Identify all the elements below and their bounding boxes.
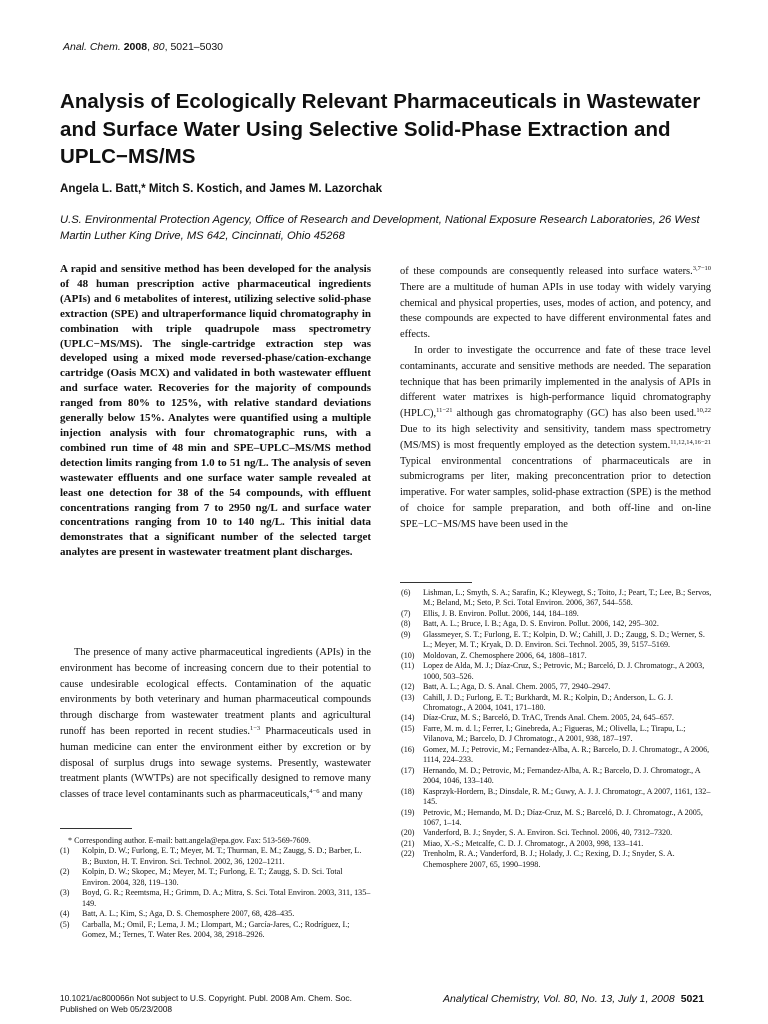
citation-superscript: 11−21 bbox=[436, 407, 453, 415]
body-text: In order to investigate the occurrence and fate of these trace level contaminants, accurate and sensitive methods are needed. The separation technique that has been primarily implemented in the analysis of APIs in different water matrixes is high-performance liquid chromatography (HPLC), bbox=[400, 344, 711, 420]
reference-item bbox=[401, 661, 713, 682]
reference-item bbox=[401, 693, 713, 714]
reference-item bbox=[60, 867, 371, 888]
reference-number: (18) bbox=[401, 786, 415, 796]
footnote-divider bbox=[60, 828, 132, 829]
reference-number: (9) bbox=[401, 629, 411, 639]
reference-number: (20) bbox=[401, 828, 415, 838]
reference-item bbox=[401, 724, 713, 745]
reference-text: Farre, M. m. d. l.; Ferrer, I.; Ginebreda, A.; Figueras, M.; Olivella, L.; Tirapu, L.; Vilanova, M.; Barcelo, D. J Chromatogr., A 2001, 938, 187–197. bbox=[423, 723, 686, 744]
reference-text: Moldovan, Z. Chemosphere 2006, 64, 1808–1817. bbox=[423, 650, 587, 660]
reference-item bbox=[401, 630, 713, 651]
body-text: Due to its high selectivity and sensitivity, tandem mass spectrometry (MS/MS) is most frequently employed as the detection system. bbox=[400, 423, 711, 451]
reference-item bbox=[60, 920, 371, 941]
reference-list-right bbox=[401, 588, 713, 870]
reference-text: Kolpin, D. W.; Furlong, E. T.; Meyer, M. T.; Thurman, E. M.; Zaugg, S. D.; Barber, L. B.; Buxton, H. T. Environ. Sci. Technol. 2002, 36, 1202–1211. bbox=[82, 846, 362, 866]
reference-text: Miao, X.-S.; Metcalfe, C. D. J. Chromatogr., A 2003, 998, 133–141. bbox=[423, 838, 644, 848]
reference-number: (10) bbox=[401, 650, 415, 660]
reference-number: (8) bbox=[401, 619, 411, 629]
corresponding-author-note: * Corresponding author. E-mail: batt.angela@epa.gov. Fax: 513-569-7609. bbox=[68, 836, 311, 845]
journal-footer-citation: Analytical Chemistry, Vol. 80, No. 13, July 1, 2008 bbox=[443, 993, 675, 1005]
journal-name: Anal. Chem. bbox=[63, 41, 121, 53]
reference-items bbox=[60, 846, 371, 940]
reference-item bbox=[401, 713, 713, 723]
citation-superscript: 4−6 bbox=[309, 788, 320, 796]
reference-number: (17) bbox=[401, 765, 415, 775]
journal-citation-header: Anal. Chem. 2008, 80, 5021–5030 bbox=[63, 41, 223, 53]
reference-number: (21) bbox=[401, 838, 415, 848]
reference-text: Petrovic, M.; Hernando, M. D.; Díaz-Cruz, M. S.; Barceló, D. J. Chromatogr., A 2005, 1067, 1–14. bbox=[423, 807, 703, 827]
reference-item bbox=[401, 839, 713, 849]
journal-pages: 5021–5030 bbox=[170, 41, 223, 53]
journal-year: 2008 bbox=[123, 41, 148, 53]
reference-number: (16) bbox=[401, 744, 415, 754]
footer-citation bbox=[443, 993, 704, 1005]
intro-text-1: The presence of many active pharmaceutical ingredients (APIs) in the environment has become of increasing concern due to their potential to cause undesirable ecological effects. Contamination of the aquatic environments by both veterinary and human pharmaceutical compounds through discharge from wastewater treatment plants and agricultural runoff has been reported in recent studies. bbox=[60, 647, 371, 737]
reference-item bbox=[401, 745, 713, 766]
reference-item bbox=[401, 619, 713, 629]
body-paragraph bbox=[400, 264, 711, 343]
citation-superscript: 1−3 bbox=[250, 724, 261, 732]
reference-number: (22) bbox=[401, 849, 415, 859]
intro-text-3: and many bbox=[319, 789, 363, 801]
reference-item bbox=[60, 909, 371, 919]
reference-text: Boyd, G. R.; Reemtsma, H.; Grimm, D. A.; Mitra, S. Sci. Total Environ. 2003, 311, 135–149. bbox=[82, 888, 371, 908]
reference-number: (3) bbox=[60, 888, 70, 898]
reference-number: (2) bbox=[60, 867, 70, 877]
reference-item bbox=[401, 787, 713, 808]
reference-number: (7) bbox=[401, 608, 411, 618]
reference-number: (14) bbox=[401, 713, 415, 723]
citation-superscript: 3,7−10 bbox=[692, 265, 711, 272]
reference-item bbox=[401, 808, 713, 829]
footnote-divider bbox=[400, 582, 472, 583]
reference-number: (13) bbox=[401, 692, 415, 702]
journal-volume: 80 bbox=[152, 41, 165, 53]
page-number: 5021 bbox=[680, 993, 705, 1005]
reference-item bbox=[401, 651, 713, 661]
reference-text: Kasprzyk-Hordern, B.; Dinsdale, R. M.; Guwy, A. J. J. Chromatogr., A 2007, 1161, 132–145. bbox=[423, 786, 711, 807]
abstract: A rapid and sensitive method has been developed for the analysis of 48 human prescription active pharmaceutical ingredients (APIs) and 6 metabolites of interest, utilizing selective solid-phase extraction (SPE) and ultraperformance liquid chromatography in combination with triple quadrupole mass spectrometry (UPLC−MS/MS). The single-cartridge extraction step was developed using a mixed mode reversed-phase/cation-exchange cartridge (Oasis MCX) and validated in both wastewater effluent and surface water. Recoveries for the majority of compounds ranged from 80% to 125%, with relative standard deviations generally below 15%. Analytes were quantified using a multiple injection analysis with four chromatographic runs, with a combined run time of 48 min and SPE–UPLC–MS/MS method detection limits ranging from 1.0 to 51 ng/L. The analysis of seven wastewater effluents and one surface water sample revealed at least one detection for 38 of the 54 compounds, with effluent concentrations ranging from 7 to 2950 ng/L and surface water concentrations ranging from 10 to 140 ng/L. This initial data demonstrates that a significant number of the selected target analytes are present in wastewater treatment plant discharges. bbox=[60, 263, 371, 559]
body-text: Typical environmental concentrations of pharmaceuticals are in submicrograms per liter, making preconcentration prior to detection imperative. For water samples, solid-phase extraction (SPE) is the method of choice for sample preparation, and both off-line and on-line SPE−LC−MS/MS have been used in the bbox=[400, 455, 711, 530]
reference-number: (11) bbox=[401, 661, 415, 671]
reference-text: Vanderford, B. J.; Snyder, S. A. Environ. Sci. Technol. 2006, 40, 7312–7320. bbox=[423, 828, 673, 838]
published-date: Published on Web 05/23/2008 bbox=[60, 1004, 173, 1014]
reference-text: Trenholm, R. A.; Vanderford, B. J.; Holady, J. C.; Rexing, D. J.; Snyder, S. A. Chemosphere 2007, 65, 1990–1998. bbox=[423, 849, 675, 869]
reference-item bbox=[401, 849, 713, 870]
introduction-paragraph bbox=[60, 645, 371, 803]
body-text: of these compounds are consequently released into surface waters. bbox=[400, 266, 693, 277]
reference-item bbox=[60, 888, 371, 909]
reference-text: Lopez de Alda, M. J.; Díaz-Cruz, S.; Petrovic, M.; Barceló, D. J. Chromatogr., A 2003, 1000, 503–526. bbox=[423, 661, 705, 681]
reference-text: Batt, A. L.; Bruce, I. B.; Aga, D. S. Environ. Pollut. 2006, 142, 295–302. bbox=[423, 619, 659, 629]
citation-superscript: 10,22 bbox=[696, 407, 711, 415]
body-paragraph bbox=[400, 343, 711, 533]
reference-text: Hernando, M. D.; Petrovic, M.; Fernandez-Alba, A. R.; Barcelo, D. J. Chromatogr., A 2004, 1046, 133–140. bbox=[423, 765, 701, 786]
reference-number: (19) bbox=[401, 807, 415, 817]
reference-list-left bbox=[60, 836, 371, 941]
reference-text: Cahill, J. D.; Furlong, E. T.; Burkhardt, M. R.; Kolpin, D.; Anderson, L. G. J. Chromatogr., A 2004, 1041, 171–180. bbox=[423, 692, 673, 712]
reference-number: (5) bbox=[60, 919, 70, 929]
reference-item bbox=[401, 609, 713, 619]
reference-item bbox=[401, 682, 713, 692]
reference-text: Gomez, M. J.; Petrovic, M.; Fernandez-Alba, A. R.; Barcelo, D. J. Chromatogr., A 2006, 1114, 224–233. bbox=[423, 744, 710, 765]
intro-text-2: Pharmaceuticals used in human medicine can enter the environment either by excretion or by disposal of surplus drugs into sewage systems. Presently, wastewater treatment plants (WWTPs) are not specifically designed to remove many classes of trace level contaminants such as pharmaceuticals, bbox=[60, 725, 371, 801]
footer-publication-info bbox=[60, 993, 352, 1015]
reference-text: Glassmeyer, S. T.; Furlong, E. T.; Kolpin, D. W.; Cahill, J. D.; Zaugg, S. D.; Werner, S. L.; Meyer, M. T.; Kryak, D. D. Environ. Sci. Technol. 2005, 39, 5157–5169. bbox=[423, 629, 705, 650]
reference-text: Ellis, J. B. Environ. Pollut. 2006, 144, 184–189. bbox=[423, 608, 579, 618]
reference-text: Batt, A. L.; Aga, D. S. Anal. Chem. 2005, 77, 2940–2947. bbox=[423, 682, 611, 692]
right-column-body bbox=[400, 264, 711, 533]
reference-item bbox=[60, 846, 371, 867]
body-text: There are a multitude of human APIs in use today with widely varying chemical and physical properties, uses, modes of action, and potency, and these compounds are expected to have different environmental fates and effects. bbox=[400, 281, 711, 341]
reference-text: Díaz-Cruz, M. S.; Barceló, D. TrAC, Trends Anal. Chem. 2005, 24, 645–657. bbox=[423, 713, 674, 723]
reference-number: (4) bbox=[60, 909, 70, 919]
paper-title: Analysis of Ecologically Relevant Pharmaceuticals in Wastewater and Surface Water Using Selective Solid-Phase Extraction and UPLC−MS/MS bbox=[60, 90, 701, 168]
body-text: although gas chromatography (GC) has also been used. bbox=[452, 408, 697, 420]
reference-item bbox=[401, 588, 713, 609]
reference-number: (15) bbox=[401, 723, 415, 733]
reference-number: (1) bbox=[60, 846, 70, 856]
author-list: Angela L. Batt,* Mitch S. Kostich, and James M. Lazorchak bbox=[60, 182, 383, 195]
reference-text: Batt, A. L.; Kim, S.; Aga, D. S. Chemosphere 2007, 68, 428–435. bbox=[82, 909, 295, 919]
citation-superscript: 11,12,14,16−21 bbox=[670, 438, 711, 446]
reference-item bbox=[401, 766, 713, 787]
reference-number: (12) bbox=[401, 682, 415, 692]
reference-text: Carballa, M.; Omil, F.; Lema, J. M.; Llompart, M.; García-Jares, C.; Rodríguez, I.; Gomez, M.; Ternes, T. Water Res. 2004, 38, 2918–2926. bbox=[82, 919, 350, 940]
doi-line: 10.1021/ac800066n Not subject to U.S. Copyright. Publ. 2008 Am. Chem. Soc. bbox=[60, 993, 352, 1003]
reference-text: Lishman, L.; Smyth, S. A.; Sarafin, K.; Kleywegt, S.; Toito, J.; Peart, T.; Lee, B.; Servos, M.; Beland, M.; Seto, P. Sci. Total Environ. 2006, 367, 544–558. bbox=[423, 588, 712, 608]
reference-item bbox=[401, 828, 713, 838]
reference-number: (6) bbox=[401, 588, 411, 597]
reference-text: Kolpin, D. W.; Skopec, M.; Meyer, M. T.; Furlong, E. T.; Zaugg, S. D. Sci. Total Environ. 2004, 328, 119–130. bbox=[82, 867, 343, 887]
author-affiliation: U.S. Environmental Protection Agency, Office of Research and Development, National Exposure Research Laboratories, 26 West Martin Luther King Drive, MS 642, Cincinnati, Ohio 45268 bbox=[60, 214, 700, 242]
